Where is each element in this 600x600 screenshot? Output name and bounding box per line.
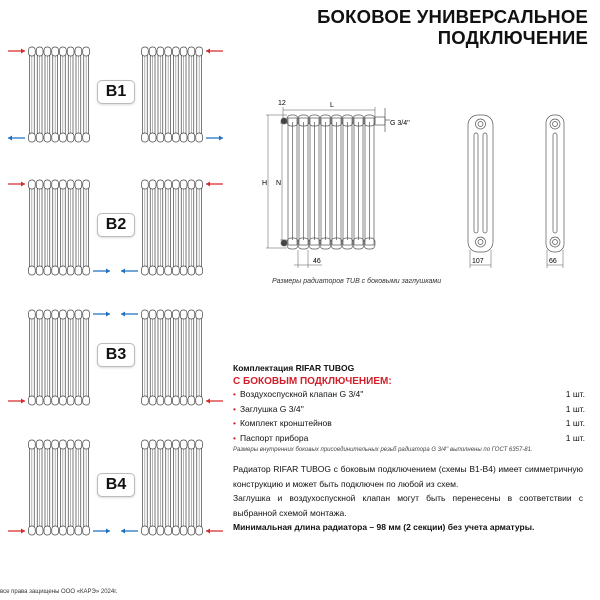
return-arrow-icon — [121, 312, 138, 317]
kit-item-qty: 1 шт. — [565, 418, 585, 428]
radiator-right — [142, 310, 203, 405]
kit-item-qty: 1 шт. — [565, 432, 585, 443]
bullet-icon: • — [233, 389, 236, 399]
supply-arrow-icon — [8, 399, 25, 404]
dim-66: 66 — [549, 258, 557, 265]
bullet-icon: • — [233, 432, 236, 443]
dim-107: 107 — [472, 258, 484, 265]
scheme-label: B3 — [97, 343, 135, 367]
radiator-left — [29, 440, 90, 535]
dim-L: L — [330, 102, 334, 109]
radiator-left — [29, 180, 90, 275]
side-view-66 — [546, 115, 564, 252]
description: Радиатор RIFAR TUBOG с боковым подключением (схемы B1-B4) имеет симметричную конструкцию и может быть подключен по любой из схем. Заглушка и воздухоспускной клапан могут быть перенесены в соответствии с выбранной схемой монтажа. Минимальная длина радиатора – 98 мм (2 секции) без учета арматуры. — [233, 464, 583, 532]
bullet-icon: • — [233, 403, 236, 414]
kit-item-qty: 1 шт. — [565, 389, 585, 399]
supply-arrow-icon — [8, 49, 25, 54]
kit-list — [233, 387, 585, 445]
kit-item-qty: 1 шт. — [565, 403, 585, 414]
dim-N: N — [276, 180, 282, 187]
copyright: все права защищены ООО «КАРЭ» 2024г. — [0, 589, 118, 595]
kit-section — [233, 363, 585, 453]
return-arrow-icon — [93, 269, 110, 274]
kit-item-name: Комплект кронштейнов — [239, 418, 332, 428]
bullet-icon: • — [233, 418, 236, 428]
kit-item — [233, 416, 585, 431]
return-arrow-icon — [93, 529, 110, 534]
supply-arrow-icon — [206, 529, 223, 534]
return-arrow-icon — [206, 136, 223, 141]
return-arrow-icon — [121, 269, 138, 274]
supply-arrow-icon — [206, 49, 223, 54]
kit-item — [233, 402, 585, 417]
radiator-left — [29, 310, 90, 405]
kit-item — [233, 431, 585, 446]
dim-12: 12 — [278, 100, 286, 107]
supply-arrow-icon — [206, 399, 223, 404]
dimension-lines — [266, 107, 563, 268]
front-view — [281, 108, 390, 249]
scheme-b2 — [0, 175, 225, 285]
scheme-b1 — [0, 42, 225, 152]
supply-arrow-icon — [206, 182, 223, 187]
return-arrow-icon — [121, 529, 138, 534]
radiator-right — [142, 440, 203, 535]
supply-arrow-icon — [8, 182, 25, 187]
radiator-right — [142, 180, 203, 275]
dim-46: 46 — [313, 258, 321, 265]
scheme-b4 — [0, 435, 225, 545]
dim-H: H — [262, 180, 268, 187]
supply-arrow-icon — [8, 529, 25, 534]
radiator-right — [142, 47, 203, 142]
kit-heading: Комплектация RIFAR TUBOG — [233, 363, 355, 373]
kit-item — [233, 387, 585, 402]
technical-drawing — [250, 90, 600, 280]
thread-label: G 3/4'' — [390, 120, 410, 127]
scheme-label: B4 — [97, 473, 135, 497]
kit-item-name: Воздухоспускной клапан G 3/4'' — [239, 389, 364, 399]
scheme-label: B1 — [97, 80, 135, 104]
return-arrow-icon — [8, 136, 25, 141]
kit-subheading: С БОКОВЫМ ПОДКЛЮЧЕНИЕМ: — [233, 376, 392, 387]
side-view-107 — [468, 115, 493, 252]
kit-item-name: Паспорт прибора — [239, 432, 309, 443]
radiator-left — [29, 47, 90, 142]
page-title: БОКОВОЕ УНИВЕРСАЛЬНОЕ ПОДКЛЮЧЕНИЕ — [317, 6, 588, 48]
kit-note: Размеры внутренних боковых присоединительных резьб радиатора G 3/4'' выполнены по ГОСТ 6357-81. — [233, 447, 533, 453]
return-arrow-icon — [93, 312, 110, 317]
scheme-b3 — [0, 305, 225, 415]
drawing-caption: Размеры радиаторов TUB с боковыми заглушками — [272, 278, 442, 285]
kit-item-name: Заглушка G 3/4'' — [239, 403, 304, 414]
scheme-label: B2 — [97, 213, 135, 237]
